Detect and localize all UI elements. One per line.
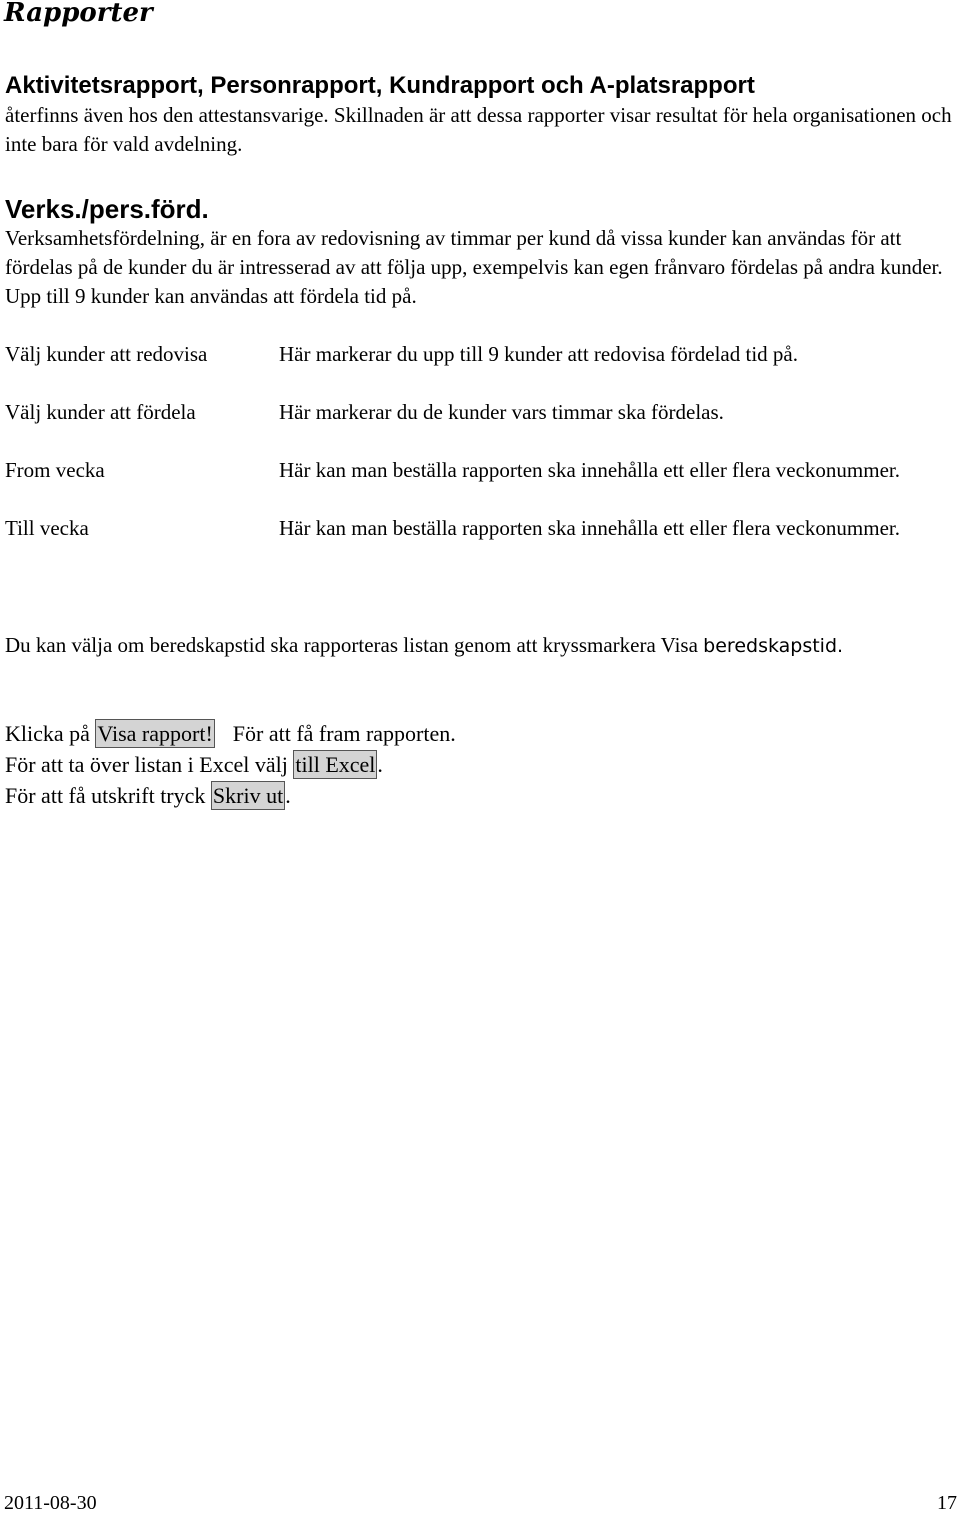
definition-term: Till vecka <box>5 516 89 540</box>
section-text: återfinns även hos den attestansvarige. Skillnaden är att dessa rapporter visar resultat för hela organisationen och inte bara för vald avdelning. <box>5 103 952 156</box>
action-text: . <box>377 752 383 777</box>
definition-row <box>5 398 945 427</box>
section-heading: Aktivitetsrapport, Personrapport, Kundrapport och A-platsrapport <box>5 72 755 99</box>
beredskapstid-note <box>5 631 952 661</box>
section-aktivitetsrapport <box>5 71 952 159</box>
note-text: Du kan välja om beredskapstid ska rapporteras listan genom att kryssmarkera Visa <box>5 633 698 657</box>
definition-desc: Här markerar du upp till 9 kunder att redovisa fördelad tid på. <box>279 342 798 366</box>
action-line-visa <box>5 718 456 749</box>
definition-desc: Här markerar du de kunder vars timmar ska fördelas. <box>279 400 724 424</box>
definition-term: Välj kunder att redovisa <box>5 342 208 366</box>
section-heading: Verks./pers.förd. <box>5 194 209 224</box>
definition-term: Välj kunder att fördela <box>5 400 196 424</box>
till-excel-button[interactable]: till Excel <box>295 752 376 778</box>
visa-rapport-button[interactable]: Visa rapport! <box>97 721 213 747</box>
note-tail: beredskapstid. <box>703 635 844 657</box>
action-line-print <box>5 780 456 811</box>
definition-list <box>5 340 945 543</box>
footer-date: 2011-08-30 <box>4 1492 97 1514</box>
definition-row <box>5 514 945 543</box>
skriv-ut-button[interactable]: Skriv ut <box>212 783 284 809</box>
action-text: För att få fram rapporten. <box>232 721 456 746</box>
definition-desc: Här kan man beställa rapporten ska innehålla ett eller flera veckonummer. <box>279 516 900 540</box>
definition-desc: Här kan man beställa rapporten ska innehålla ett eller flera veckonummer. <box>279 458 900 482</box>
section-verks-pers-ford <box>5 194 952 311</box>
page-number: 17 <box>937 1492 957 1514</box>
definition-term: From vecka <box>5 458 105 482</box>
action-text: För att ta över listan i Excel välj <box>5 752 288 777</box>
page-title: Rapporter <box>4 0 153 28</box>
action-line-excel <box>5 749 456 780</box>
section-text: Verksamhetsfördelning, är en fora av redovisning av timmar per kund då vissa kunder kan användas för att fördelas på de kunder du är intresserad av att följa upp, exempelvis kan egen frånvaro fördelas på andra kunder. Upp till 9 kunder kan användas att fördela tid på. <box>5 226 943 308</box>
definition-row <box>5 456 945 485</box>
definition-row <box>5 340 945 369</box>
action-text: . <box>285 783 291 808</box>
action-text: För att få utskrift tryck <box>5 783 206 808</box>
action-text: Klicka på <box>5 721 90 746</box>
action-instructions <box>5 718 456 811</box>
